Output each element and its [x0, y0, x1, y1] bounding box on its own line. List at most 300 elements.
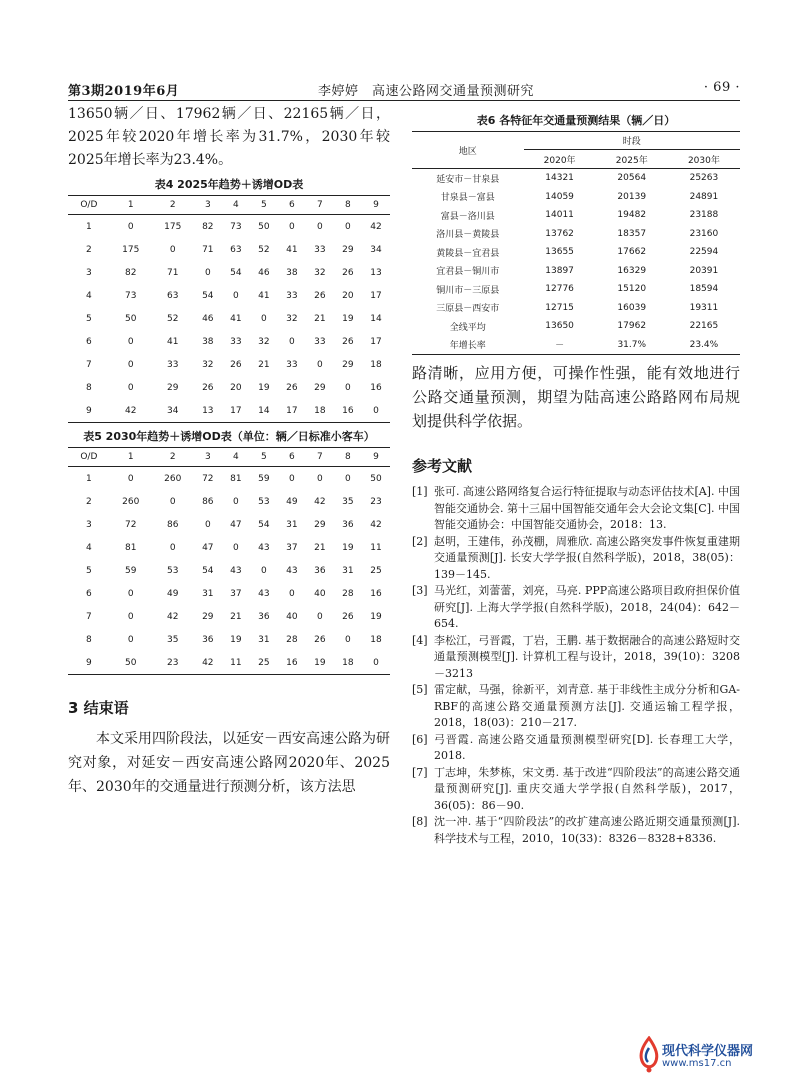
table4-header-cell: 4 — [222, 196, 250, 215]
table-row — [68, 215, 390, 239]
table-row — [68, 353, 390, 376]
table-row — [68, 605, 390, 628]
table-cell: 32 — [314, 267, 326, 278]
table5-header-cell: 8 — [334, 448, 362, 467]
table-cell: 54 — [230, 267, 242, 278]
reference-number: [2] — [412, 534, 428, 548]
table-cell: 72 — [125, 519, 137, 530]
table-cell: 28 — [286, 634, 298, 645]
references-title: 参考文献 — [412, 457, 473, 475]
table-cell: 59 — [258, 473, 270, 484]
table-cell: 33 — [314, 244, 326, 255]
table-cell: 53 — [258, 496, 270, 507]
table-cell: 0 — [204, 267, 211, 278]
table-cell: 12715 — [545, 302, 574, 313]
table-cell: 21 — [258, 359, 270, 370]
reference-item — [412, 534, 740, 584]
table-row — [412, 299, 740, 318]
table-cell: 13762 — [545, 228, 574, 239]
table-cell: 全线平均 — [449, 322, 486, 333]
page-header — [68, 0, 740, 101]
table-cell: 42 — [314, 496, 326, 507]
reference-text: 沈一冲. 基于“四阶段法”的改扩建高速公路近期交通量预测[J]. 科学技术与工程，2010，10(33)：8326－8328+8336. — [434, 815, 740, 845]
reference-text: 雷定献，马强，徐新平，刘青意. 基于非线性主成分分析和GA-RBF的高速公路交通量预测方法[J]. 交通运输工程学报，2018，18(03)：210－217. — [434, 683, 740, 729]
table-cell: 9 — [68, 399, 110, 423]
table-cell: 37 — [230, 588, 242, 599]
table-cell: 4 — [85, 542, 92, 553]
table-cell: 2 — [85, 496, 92, 507]
table-cell: 25 — [370, 565, 382, 576]
table4-header-cell: 5 — [250, 196, 278, 215]
table-cell: 36 — [258, 611, 270, 622]
table-cell: 18 — [306, 399, 334, 423]
table-cell: 0 — [260, 565, 267, 576]
table-row — [68, 536, 390, 559]
table-cell: 43 — [258, 588, 270, 599]
table-cell: 36 — [342, 519, 354, 530]
table-cell: 16 — [370, 588, 382, 599]
reference-item — [412, 732, 740, 765]
table-cell: 33 — [286, 359, 298, 370]
table-cell: 33 — [314, 336, 326, 347]
table-cell: 52 — [258, 244, 270, 255]
table5-header-cell: 9 — [362, 448, 390, 467]
table-cell: 18357 — [617, 228, 647, 239]
table-cell: 63 — [167, 290, 179, 301]
table-cell: 0 — [288, 336, 295, 347]
table-cell: 0 — [127, 336, 134, 347]
reference-number: [8] — [412, 815, 428, 828]
table-cell: 0 — [317, 611, 323, 622]
reference-number: [5] — [412, 683, 428, 696]
table-cell: 0 — [260, 313, 267, 324]
table-cell: 14059 — [545, 191, 574, 202]
table-cell: 43 — [258, 542, 270, 553]
table-cell: 2 — [85, 244, 92, 255]
table-cell: 54 — [202, 290, 214, 301]
table-cell: 23 — [370, 496, 382, 507]
table-cell: 23160 — [689, 228, 719, 239]
table-cell: 20139 — [617, 191, 647, 202]
table-cell: 22165 — [689, 321, 719, 332]
table-cell: 13655 — [545, 247, 574, 258]
table-cell: 71 — [167, 267, 179, 278]
intro-paragraph: 13650辆／日、17962辆／日、22165辆／日，2025年较2020年增长率为31.7%，2030年较2025年增长率为23.4%。 — [68, 106, 390, 168]
header-rule — [68, 100, 740, 101]
table-cell: 0 — [127, 382, 134, 393]
table5-header-cell: 3 — [194, 448, 222, 467]
table-cell: 0 — [127, 221, 134, 232]
table-cell: 34 — [152, 399, 194, 423]
table-cell: 8 — [85, 634, 92, 645]
table-cell: 22594 — [689, 247, 719, 258]
table-cell: 26 — [342, 336, 354, 347]
table5-header-cell: 5 — [250, 448, 278, 467]
table-cell: 17 — [278, 399, 306, 423]
table-cell: 0 — [169, 542, 176, 553]
table-cell: 40 — [286, 611, 298, 622]
table-cell: 49 — [286, 496, 298, 507]
table-cell: 54 — [202, 565, 214, 576]
table-cell: 0 — [362, 399, 390, 423]
table-cell: 16 — [334, 399, 362, 423]
table-cell: 34 — [370, 244, 382, 255]
table-cell: 0 — [232, 542, 239, 553]
table5-header-cell: 7 — [306, 448, 334, 467]
table-cell: 24891 — [689, 191, 719, 202]
table-cell: 31 — [202, 588, 214, 599]
table-cell: 14011 — [545, 210, 574, 221]
table-cell: 6 — [85, 336, 92, 347]
table-cell: 宜君县－铜川市 — [436, 267, 500, 278]
left-column — [68, 103, 390, 799]
table-cell: 0 — [362, 651, 390, 675]
table4-header-cell: 7 — [306, 196, 334, 215]
table-cell: 0 — [345, 634, 351, 645]
site-watermark — [636, 1036, 754, 1076]
table-cell: 20564 — [617, 173, 647, 184]
table5-header-cell: O/D — [68, 448, 110, 467]
table-cell: 50 — [370, 473, 382, 484]
reference-number: [4] — [412, 633, 428, 647]
table-cell: 32 — [286, 313, 298, 324]
table-row — [412, 206, 740, 225]
table-cell: 42 — [110, 399, 152, 423]
table-cell: 46 — [258, 267, 270, 278]
table-row — [68, 559, 390, 582]
table4-header-cell: 6 — [278, 196, 306, 215]
reference-text: 弓晋霞. 高速公路交通量预测模型研究[D]. 长春理工大学，2018. — [434, 732, 740, 762]
table-cell: 19 — [342, 542, 354, 553]
table4-caption: 表4 2025年趋势＋诱增OD表 — [154, 178, 304, 191]
table-cell: 18 — [370, 359, 382, 370]
table-cell: 52 — [167, 313, 179, 324]
table-cell: 1 — [85, 473, 92, 484]
table-cell: 0 — [232, 496, 239, 507]
table-cell: 26 — [202, 382, 214, 393]
table6-caption: 表6 各特征年交通量预测结果（辆／日） — [476, 114, 676, 127]
table-cell: 14321 — [545, 173, 574, 184]
table-cell: 32 — [258, 336, 270, 347]
table-cell: 17 — [370, 336, 382, 347]
table-cell: 73 — [125, 290, 137, 301]
table-row — [412, 336, 740, 355]
table-cell: 26 — [286, 382, 298, 393]
table-cell: 14 — [250, 399, 278, 423]
table-cell: 29 — [202, 611, 214, 622]
table-cell: 41 — [258, 290, 270, 301]
issue-label: 第3期2019年6月 — [68, 84, 180, 99]
table-cell: 38 — [202, 336, 214, 347]
table-cell: 20 — [230, 382, 242, 393]
table-cell: 7 — [85, 611, 92, 622]
table-cell: 73 — [230, 221, 242, 232]
table-cell: 18 — [334, 651, 362, 675]
reference-text: 赵明，王建伟，孙茂棚，周雅欣. 高速公路突发事件恢复重建期交通量预测[J]. 长安大学学报(自然科学版)，2018，38(05)：139－145. — [434, 534, 740, 581]
table-cell: 31 — [342, 565, 354, 576]
table-row — [68, 261, 390, 284]
table-cell: 31 — [286, 519, 298, 530]
table-row — [412, 317, 740, 336]
running-title: 李婷婷 高速公路网交通量预测研究 — [318, 84, 535, 99]
table4-header-cell: 3 — [194, 196, 222, 215]
table-cell: 53 — [167, 565, 179, 576]
table-cell: 9 — [68, 651, 110, 675]
right-column — [412, 103, 740, 847]
table-cell: 36 — [202, 634, 214, 645]
table-cell: 0 — [204, 519, 211, 530]
table-cell: 0 — [127, 473, 134, 484]
table-cell: 0 — [232, 290, 239, 301]
reference-item — [412, 682, 740, 732]
table-cell: 63 — [230, 244, 242, 255]
table-cell: 49 — [167, 588, 179, 599]
table-cell: 20 — [342, 290, 354, 301]
table-row — [412, 169, 740, 188]
table-cell: 12776 — [545, 284, 574, 295]
table-row — [68, 376, 390, 399]
table-cell: 82 — [202, 221, 214, 232]
table-cell: 33 — [230, 336, 242, 347]
table-row — [412, 262, 740, 281]
table-cell: 18594 — [689, 284, 719, 295]
table-cell: 21 — [314, 313, 326, 324]
table-cell: 86 — [167, 519, 179, 530]
table-cell: 19 — [370, 611, 382, 622]
table-cell: 29 — [342, 359, 354, 370]
reference-item — [412, 765, 740, 815]
table6-year-header: 2025年 — [596, 150, 668, 169]
table-cell: 0 — [169, 496, 176, 507]
table-cell: 42 — [167, 611, 179, 622]
table-cell: 26 — [342, 611, 354, 622]
table-cell: 8 — [85, 382, 92, 393]
table-cell: 0 — [317, 359, 323, 370]
table-cell: 16039 — [617, 302, 647, 313]
table-cell: 33 — [167, 359, 179, 370]
table-cell: 0 — [317, 473, 323, 484]
table-row — [68, 238, 390, 261]
table-cell: 260 — [122, 496, 140, 507]
table-cell: 0 — [127, 634, 134, 645]
table-row — [412, 188, 740, 207]
table-cell: 13650 — [545, 321, 574, 332]
reference-item — [412, 633, 740, 683]
table-cell: 0 — [127, 359, 134, 370]
reference-item — [412, 484, 740, 534]
table4-header-cell: 1 — [110, 196, 152, 215]
reference-number: [3] — [412, 584, 428, 597]
table-cell: 0 — [345, 221, 351, 232]
table-cell: 81 — [125, 542, 137, 553]
table-cell: 19 — [258, 382, 270, 393]
table-cell: 50 — [125, 313, 137, 324]
watermark-url: www.ms17.cn — [662, 1058, 732, 1069]
table-cell: 260 — [164, 473, 182, 484]
table-row — [68, 513, 390, 536]
table-cell: 26 — [342, 267, 354, 278]
flame-logo-icon — [636, 1036, 662, 1074]
table-cell: 17962 — [617, 321, 647, 332]
table-cell: 43 — [286, 565, 298, 576]
table-cell: 25263 — [689, 173, 719, 184]
table-cell: 26 — [314, 634, 326, 645]
table-cell: 黄陵县－宜君县 — [436, 248, 500, 259]
table-cell: 41 — [230, 313, 242, 324]
table-cell: 81 — [230, 473, 242, 484]
reference-item — [412, 583, 740, 633]
table-cell: 16 — [278, 651, 306, 675]
table-cell: 38 — [286, 267, 298, 278]
table5-header-cell: 4 — [222, 448, 250, 467]
table-cell: 42 — [370, 221, 382, 232]
table-cell: 洛川县－黄陵县 — [436, 230, 500, 241]
reference-text: 张可. 高速公路网络复合运行特征提取与动态评估技术[A]. 中国智能交通协会. 第十三届中国智能交通年会大会论文集[C]. 中国智能交通协会：中国智能交通协会，2018：13. — [434, 485, 740, 531]
table-cell: 11 — [370, 542, 382, 553]
table6-region-header: 地区 — [412, 132, 524, 169]
table-cell: 43 — [230, 565, 242, 576]
table-cell: 13897 — [545, 265, 574, 276]
table-cell: 29 — [167, 382, 179, 393]
page-number: · 69 · — [703, 80, 740, 95]
table-row — [68, 284, 390, 307]
table-cell: 35 — [342, 496, 354, 507]
table-cell: 3 — [85, 519, 92, 530]
table5-header-cell: 1 — [110, 448, 152, 467]
table-cell: 18 — [370, 634, 382, 645]
table-cell: 41 — [167, 336, 179, 347]
table-row — [68, 582, 390, 605]
table-cell: 13 — [370, 267, 382, 278]
table-row — [68, 307, 390, 330]
table-cell: 1 — [85, 221, 92, 232]
table-cell: 17 — [370, 290, 382, 301]
reference-text: 丁志坤，朱梦栋，宋文勇. 基于改进“四阶段法”的高速公路交通量预测研究[J]. 重庆交通大学学报(自然科学版)，2017，36(05)：86－90. — [434, 765, 740, 812]
table-cell: 0 — [345, 473, 351, 484]
table-cell: 14 — [370, 313, 382, 324]
table-cell: 11 — [222, 651, 250, 675]
section-3-title: 3 结束语 — [68, 699, 129, 717]
table-cell: 71 — [202, 244, 214, 255]
table-cell: 年增长率 — [412, 336, 524, 355]
table-cell: 42 — [194, 651, 222, 675]
table-cell: 82 — [125, 267, 137, 278]
table5-caption: 表5 2030年趋势＋诱增OD表（单位：辆／日标准小客车） — [83, 430, 375, 443]
table-cell: 6 — [85, 588, 92, 599]
table-cell: 富县－洛川县 — [440, 211, 495, 222]
table-cell: 3 — [85, 267, 92, 278]
table-cell: 0 — [127, 611, 134, 622]
table4-header-cell: 2 — [152, 196, 194, 215]
table-cell: 33 — [286, 290, 298, 301]
table-row — [68, 651, 390, 675]
table-cell: 铜川市－三原县 — [436, 285, 500, 296]
table-cell: － — [524, 336, 596, 355]
table-cell: 25 — [250, 651, 278, 675]
table-cell: 23.4% — [668, 336, 740, 355]
table-cell: 0 — [317, 221, 323, 232]
table6-year-header: 2020年 — [524, 150, 596, 169]
table-cell: 20391 — [689, 265, 719, 276]
table-cell: 0 — [288, 588, 295, 599]
table-row — [412, 243, 740, 262]
table-cell: 5 — [85, 565, 92, 576]
table-cell: 31 — [258, 634, 270, 645]
table4-header-cell: 8 — [334, 196, 362, 215]
table-cell: 175 — [164, 221, 182, 232]
table-cell: 59 — [125, 565, 137, 576]
table4-header-cell: O/D — [68, 196, 110, 215]
table5-header-cell: 6 — [278, 448, 306, 467]
table-cell: 19 — [230, 634, 242, 645]
reference-text: 马光红，刘蕾蕾，刘亮，马亮. PPP高速公路项目政府担保价值研究[J]. 上海大学学报(自然科学版)，2018，24(04)：642－654. — [434, 584, 740, 630]
table-row — [412, 280, 740, 299]
table-row — [68, 330, 390, 353]
conclusion-text-left: 本文采用四阶段法，以延安－西安高速公路为研究对象，对延安－西安高速公路网2020年、2025年、2030年的交通量进行预测分析，该方法思 — [68, 731, 390, 795]
table-cell: 15120 — [617, 284, 647, 295]
table-cell: 19311 — [689, 302, 719, 313]
table-cell: 29 — [342, 244, 354, 255]
table-cell: 47 — [230, 519, 242, 530]
reference-text: 李松江，弓晋霞，丁岩，王鹏. 基于数据融合的高速公路短时交通量预测模型[J]. 计算机工程与设计，2018，39(10)：3208－3213 — [434, 633, 740, 680]
table-cell: 0 — [288, 473, 295, 484]
table-cell: 29 — [314, 519, 326, 530]
reference-number: [1] — [412, 485, 428, 498]
table-row — [68, 628, 390, 651]
conclusion-text-right: 路清晰，应用方便，可操作性强，能有效地进行公路交通量预测，期望为陆高速公路路网布局规划提供科学依据。 — [412, 364, 740, 430]
table-cell: 13 — [194, 399, 222, 423]
table-cell: 7 — [85, 359, 92, 370]
table-cell: 50 — [258, 221, 270, 232]
table-cell: 26 — [314, 290, 326, 301]
table-cell: 36 — [314, 565, 326, 576]
table-cell: 32 — [202, 359, 214, 370]
table-cell: 23188 — [689, 210, 719, 221]
table-cell: 42 — [370, 519, 382, 530]
reference-number: [7] — [412, 765, 428, 779]
table4-header-cell: 9 — [362, 196, 390, 215]
table5-header-cell: 2 — [152, 448, 194, 467]
table-cell: 50 — [110, 651, 152, 675]
table-cell: 17662 — [617, 247, 647, 258]
table-cell: 16 — [370, 382, 382, 393]
table-cell: 0 — [288, 221, 295, 232]
table-cell: 0 — [345, 382, 351, 393]
table-cell: 19482 — [617, 210, 647, 221]
table-cell: 41 — [286, 244, 298, 255]
table-cell: 46 — [202, 313, 214, 324]
table-row — [412, 225, 740, 244]
reference-list — [412, 484, 740, 847]
table-cell: 47 — [202, 542, 214, 553]
table-cell: 0 — [127, 588, 134, 599]
table-cell: 5 — [85, 313, 92, 324]
table6-year-header: 2030年 — [668, 150, 740, 169]
reference-number: [6] — [412, 732, 428, 746]
table6 — [412, 131, 740, 355]
table-cell: 16329 — [617, 265, 647, 276]
table-row — [68, 467, 390, 491]
table6-period-header: 时段 — [524, 132, 740, 150]
table-row — [68, 490, 390, 513]
table-cell: 甘泉县－富县 — [440, 193, 495, 204]
table-cell: 0 — [169, 244, 176, 255]
table-cell: 31.7% — [596, 336, 668, 355]
table-cell: 175 — [122, 244, 140, 255]
table-row — [68, 399, 390, 423]
table-cell: 23 — [152, 651, 194, 675]
table-cell: 21 — [230, 611, 242, 622]
